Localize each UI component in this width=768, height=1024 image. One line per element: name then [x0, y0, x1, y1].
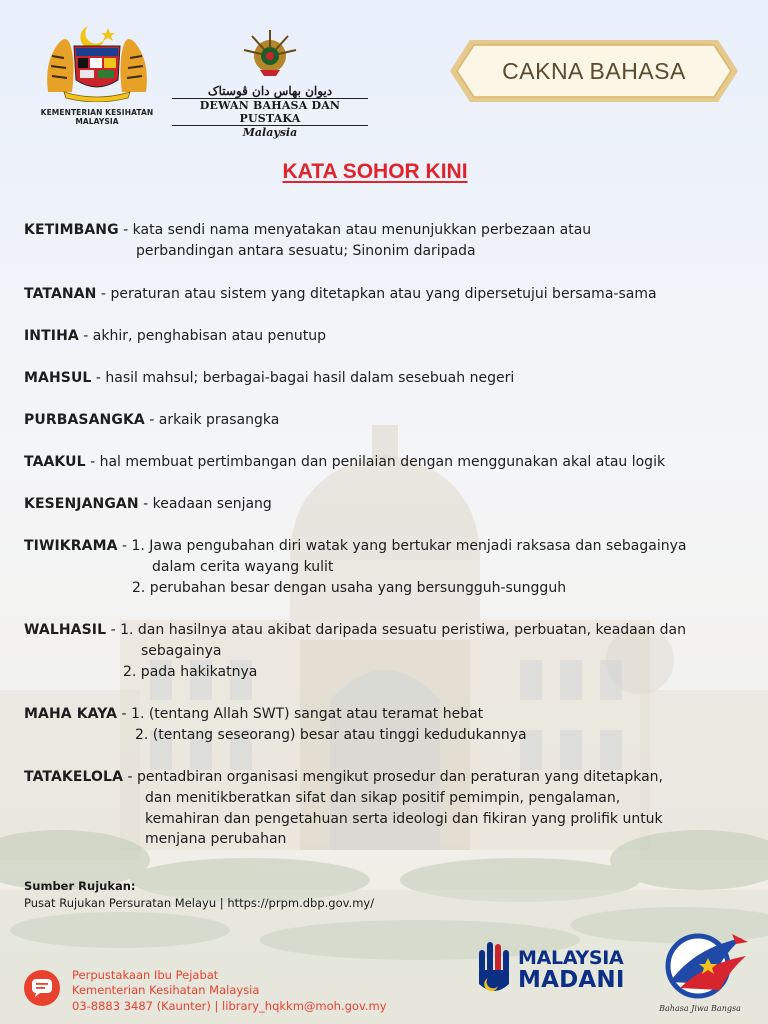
chat-icon	[24, 970, 60, 1006]
entry-definition: arkaik prasangka	[158, 412, 280, 428]
entry-walhasil: WALHASIL - 1. dan hasilnya atau akibat daripada sesuatu peristiwa, perbuatan, keadaan dan sebagainya 2. pada hakikatnya	[24, 620, 744, 682]
entry-term: KETIMBANG	[24, 222, 119, 238]
entry-definition: hasil mahsul; berbagai-bagai hasil dalam sesebuah negeri	[105, 370, 515, 386]
entry-definition: hal membuat pertimbangan dan penilaian dengan menggunakan akal atau logik	[99, 454, 666, 470]
entry-term: WALHASIL	[24, 622, 107, 638]
entry-tiwikrama: TIWIKRAMA - 1. Jawa pengubahan diri watak yang bertukar menjadi raksasa dan sebagainya dalam cerita wayang kulit 2. perubahan besar dengan usaha yang bersungguh-sungguh	[24, 536, 744, 598]
entry-taakul: TAAKUL - hal membuat pertimbangan dan penilaian dengan menggunakan akal atau logik	[24, 454, 666, 470]
entry-definition: 1. (tentang Allah SWT) sangat atau teramat hebat	[131, 706, 484, 722]
entry-term: MAHSUL	[24, 370, 92, 386]
cakna-bahasa-badge	[448, 38, 740, 104]
malaysia-madani-logo	[476, 938, 638, 1000]
entry-purbasangka: PURBASANGKA - arkaik prasangka	[24, 412, 280, 428]
dbp-country: Malaysia	[242, 126, 298, 139]
entry-term: TATANAN	[24, 286, 97, 302]
entry-term: KESENJANGAN	[24, 496, 139, 512]
entry-definition: akhir, penghabisan atau penutup	[92, 328, 327, 344]
entry-term: TAAKUL	[24, 454, 86, 470]
entry-tatanan: TATANAN - peraturan atau sistem yang ditetapkan atau yang dipersetujui bersama-sama	[24, 286, 657, 302]
entry-definition: dan menitikberatkan sifat dan sikap positif pemimpin, pengalaman,	[145, 789, 621, 806]
entry-kesenjangan: KESENJANGAN - keadaan senjang	[24, 496, 272, 512]
madani-line1: MALAYSIA	[518, 947, 624, 969]
entry-mahsul: MAHSUL - hasil mahsul; berbagai-bagai hasil dalam sesebuah negeri	[24, 370, 515, 386]
entry-definition: sebagainya	[141, 642, 222, 659]
reference-heading: Sumber Rujukan:	[24, 879, 136, 893]
entry-definition: 1. Jawa pengubahan diri watak yang bertukar menjadi raksasa dan sebagainya	[131, 538, 687, 554]
page-title: KATA SOHOR KINI	[282, 160, 468, 183]
library-ministry: Kementerian Kesihatan Malaysia	[72, 983, 260, 998]
entry-tatakelola: TATAKELOLA - pentadbiran organisasi mengikut prosedur dan peraturan yang ditetapkan, dan menitikberatkan sifat dan sikap positif pemimpin, pengalaman, kemahiran dan pengetahuan serta ideologi dan fikiran yang prolifik untuk menjana perubahan	[24, 767, 744, 850]
library-name: Perpustakaan Ibu Pejabat	[72, 968, 219, 982]
dbp-emblem-icon	[240, 26, 300, 78]
entry-maha-kaya: MAHA KAYA - 1. (tentang Allah SWT) sangat atau teramat hebat 2. (tentang seseorang) besar atau tinggi kedudukannya	[24, 704, 744, 746]
library-contact-details[interactable]: 03-8883 3487 (Kaunter) | library_hqkkm@moh.gov.my	[72, 998, 387, 1013]
entry-definition: kata sendi nama menyatakan atau menunjukkan perbezaan atau	[132, 222, 592, 238]
entry-definition: peraturan atau sistem yang ditetapkan atau yang dipersetujui bersama-sama	[110, 286, 657, 302]
badge-label: CAKNA BAHASA	[502, 57, 686, 84]
entry-term: MAHA KAYA	[24, 706, 118, 722]
reference-link[interactable]: Pusat Rujukan Persuratan Melayu | https://prpm.dbp.gov.my/	[24, 896, 375, 910]
entry-definition: perbandingan antara sesuatu; Sinonim daripada	[136, 242, 476, 259]
bahasa-jiwa-bangsa-logo	[650, 928, 750, 1018]
entry-definition: 1. dan hasilnya atau akibat daripada sesuatu peristiwa, perbuatan, keadaan dan	[120, 622, 687, 638]
entry-term: PURBASANGKA	[24, 412, 145, 428]
entry-term: TIWIKRAMA	[24, 538, 118, 554]
entry-definition: keadaan senjang	[152, 496, 272, 512]
bjb-emblem-icon	[650, 928, 750, 1002]
madani-line2: MADANI	[518, 967, 625, 993]
entry-definition: pentadbiran organisasi mengikut prosedur dan peraturan yang ditetapkan,	[136, 769, 664, 785]
entry-definition: 2. perubahan besar dengan usaha yang bersungguh-sungguh	[132, 579, 567, 596]
entry-definition: dalam cerita wayang kulit	[152, 558, 334, 575]
dbp-logo	[172, 26, 368, 139]
entry-intiha: INTIHA - akhir, penghabisan atau penutup	[24, 328, 327, 344]
reference-source	[24, 878, 374, 912]
library-contact	[24, 968, 387, 1014]
ministry-logo	[22, 22, 172, 126]
ministry-caption: KEMENTERIAN KESIHATAN MALAYSIA	[40, 108, 154, 126]
entry-term: INTIHA	[24, 328, 79, 344]
bjb-caption: Bahasa Jiwa Bangsa	[659, 1004, 741, 1013]
entry-definition: kemahiran dan pengetahuan serta ideologi dan fikiran yang prolifik untuk	[145, 810, 663, 827]
malaysia-coat-of-arms-icon	[42, 22, 152, 102]
entry-definition: menjana perubahan	[145, 831, 287, 848]
madani-hand-icon	[476, 940, 512, 998]
entry-definition: 2. pada hakikatnya	[123, 663, 258, 680]
dbp-jawi-name: ديوان بهاس دان ڤوستاک	[207, 84, 333, 98]
entry-definition: 2. (tentang seseorang) besar atau tinggi kedudukannya	[135, 726, 527, 743]
entry-term: TATAKELOLA	[24, 769, 123, 785]
dbp-name: DEWAN BAHASA DAN PUSTAKA	[172, 98, 368, 126]
entry-ketimbang: KETIMBANG - kata sendi nama menyatakan atau menunjukkan perbezaan atau perbandingan antara sesuatu; Sinonim daripada	[24, 220, 744, 262]
